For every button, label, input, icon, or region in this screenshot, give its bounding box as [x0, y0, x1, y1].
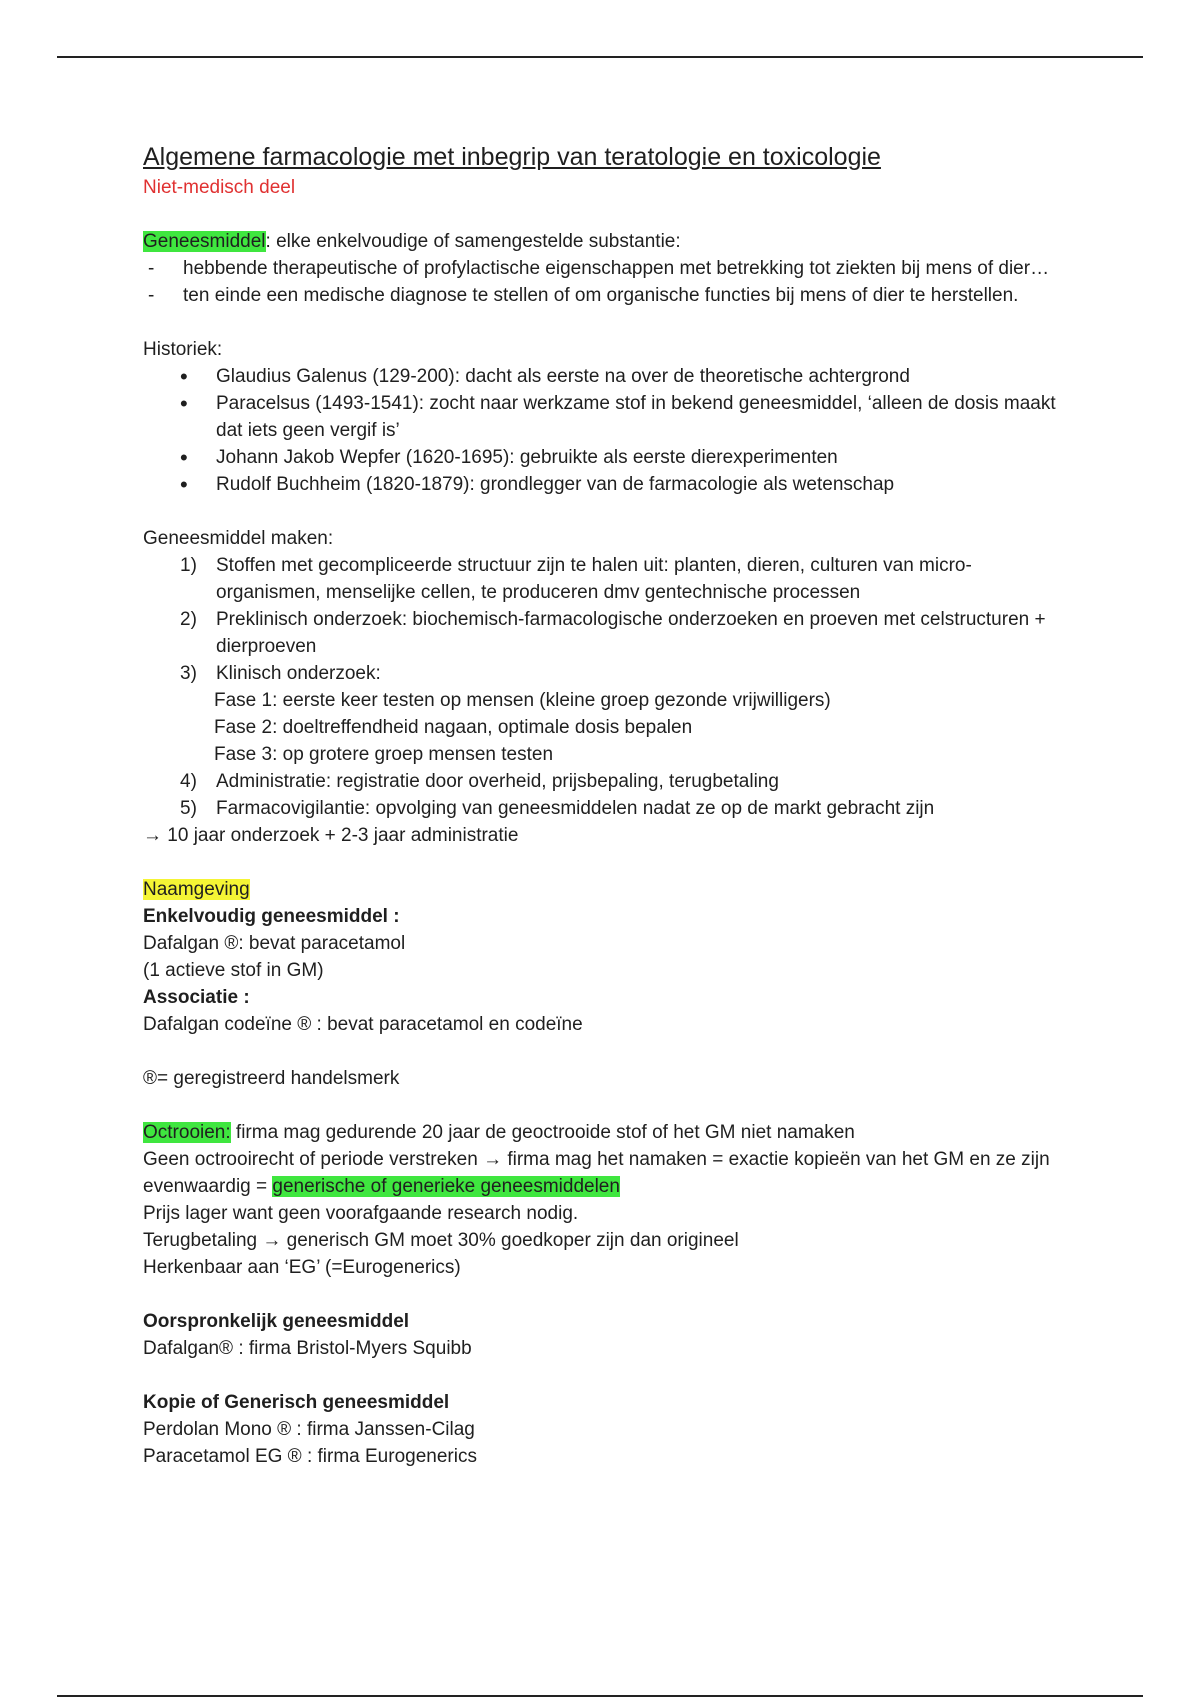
enkelvoudig-label-text: Enkelvoudig geneesmiddel :	[143, 906, 400, 927]
enkelvoudig-line: Dafalgan ®: bevat paracetamol	[143, 933, 406, 954]
step-text: Klinisch onderzoek:	[216, 663, 381, 684]
page-title: Algemene farmacologie met inbegrip van teratologie en toxicologie	[143, 143, 881, 171]
registered-note: ®= geregistreerd handelsmerk	[143, 1068, 400, 1089]
octrooien-paragraph	[143, 1119, 1063, 1146]
enkelvoudig-note: (1 actieve stof in GM)	[143, 960, 324, 981]
naamgeving-term: Naamgeving	[143, 879, 250, 900]
maken-steps	[143, 552, 1063, 687]
step-text: Administratie: registratie door overheid, prijsbepaling, terugbetaling	[216, 771, 779, 792]
associatie-line: Dafalgan codeïne ® : bevat paracetamol en codeïne	[143, 1014, 583, 1035]
historiek-heading: Historiek:	[143, 339, 223, 360]
step-number: 4)	[180, 771, 197, 792]
kopie-label-text: Kopie of Generisch geneesmiddel	[143, 1392, 450, 1413]
octrooien-term: Octrooien:	[143, 1122, 231, 1143]
step-text: Farmacovigilantie: opvolging van geneesmiddelen nadat ze op de markt gebracht zijn	[216, 798, 935, 819]
list-item: • Paracelsus (1493-1541): zocht naar werkzame stof in bekend geneesmiddel, ‘alleen de dosis maakt dat iets geen vergif is’	[143, 390, 1063, 444]
list-item	[143, 795, 1063, 822]
definition-text: : elke enkelvoudige of samengestelde substantie:	[265, 231, 681, 252]
list-item	[143, 552, 1063, 606]
phase-line: Fase 2: doeltreffendheid nagaan, optimale dosis bepalen	[214, 717, 693, 738]
maken-heading: Geneesmiddel maken:	[143, 528, 334, 549]
step-number: 5)	[180, 798, 197, 819]
octrooien-line5: Herkenbaar aan ‘EG’ (=Eurogenerics)	[143, 1257, 461, 1278]
oorspronkelijk-label-text: Oorspronkelijk geneesmiddel	[143, 1311, 410, 1332]
list-item	[143, 606, 1063, 660]
phase-line: Fase 3: op grotere groep mensen testen	[214, 744, 554, 765]
list-item	[143, 768, 1063, 795]
footer-rule	[57, 1695, 1143, 1697]
kopie-line: Perdolan Mono ® : firma Janssen-Cilag	[143, 1419, 475, 1440]
page-subtitle: Niet-medisch deel	[143, 177, 296, 198]
oorspronkelijk-label	[143, 1308, 1063, 1335]
list-item: • Glaudius Galenus (129-200): dacht als eerste na over de theoretische achtergrond	[143, 363, 1063, 390]
step-number: 1)	[180, 555, 197, 576]
historiek-list	[143, 363, 1063, 498]
oorspronkelijk-line: Dafalgan® : firma Bristol-Myers Squibb	[143, 1338, 472, 1359]
list-item: - hebbende therapeutische of profylactische eigenschappen met betrekking tot ziekten bij mens of dier…	[143, 255, 1063, 282]
octrooien-line3: Prijs lager want geen voorafgaande research nodig.	[143, 1203, 579, 1224]
step-text: Preklinisch onderzoek: biochemisch-farmacologische onderzoeken en proeven met celstructuren + dierproeven	[216, 609, 1046, 657]
step-number: 2)	[180, 609, 197, 630]
octrooien-paragraph-2	[143, 1146, 1063, 1200]
step-text: Stoffen met gecompliceerde structuur zijn te halen uit: planten, dieren, culturen van micro-organismen, menselijke cellen, te produceren dmv gentechnische processen	[216, 555, 972, 603]
maken-steps-continued	[143, 768, 1063, 822]
step-number: 3)	[180, 663, 197, 684]
octrooien-line1: firma mag gedurende 20 jaar de geoctrooide stof of het GM niet namaken	[230, 1122, 855, 1143]
kopie-line: Paracetamol EG ® : firma Eurogenerics	[143, 1446, 477, 1467]
associatie-label-text: Associatie :	[143, 987, 250, 1008]
list-item	[143, 660, 1063, 687]
document-page	[143, 140, 1063, 1470]
enkelvoudig-label	[143, 903, 1063, 930]
maken-conclusion: → 10 jaar onderzoek + 2-3 jaar administratie	[143, 825, 519, 846]
definition-term: Geneesmiddel	[143, 231, 266, 252]
list-item: • Rudolf Buchheim (1820-1879): grondlegger van de farmacologie als wetenschap	[143, 471, 1063, 498]
generic-highlight: generische of generieke geneesmiddelen	[272, 1176, 620, 1197]
definition-paragraph	[143, 228, 1063, 255]
octrooien-line2: Geen octrooirecht of periode verstreken → firma mag het namaken = exactie kopieën van het GM en ze zijn evenwaardig =	[143, 1149, 1050, 1197]
list-item: • Johann Jakob Wepfer (1620-1695): gebruikte als eerste dierexperimenten	[143, 444, 1063, 471]
definition-list	[143, 255, 1063, 309]
phase-line: Fase 1: eerste keer testen op mensen (kleine groep gezonde vrijwilligers)	[214, 690, 831, 711]
octrooien-line4: Terugbetaling → generisch GM moet 30% goedkoper zijn dan origineel	[143, 1230, 739, 1251]
header-rule	[57, 56, 1143, 58]
naamgeving-heading	[143, 876, 1063, 903]
kopie-label	[143, 1389, 1063, 1416]
associatie-label	[143, 984, 1063, 1011]
list-item: - ten einde een medische diagnose te stellen of om organische functies bij mens of dier te herstellen.	[143, 282, 1063, 309]
